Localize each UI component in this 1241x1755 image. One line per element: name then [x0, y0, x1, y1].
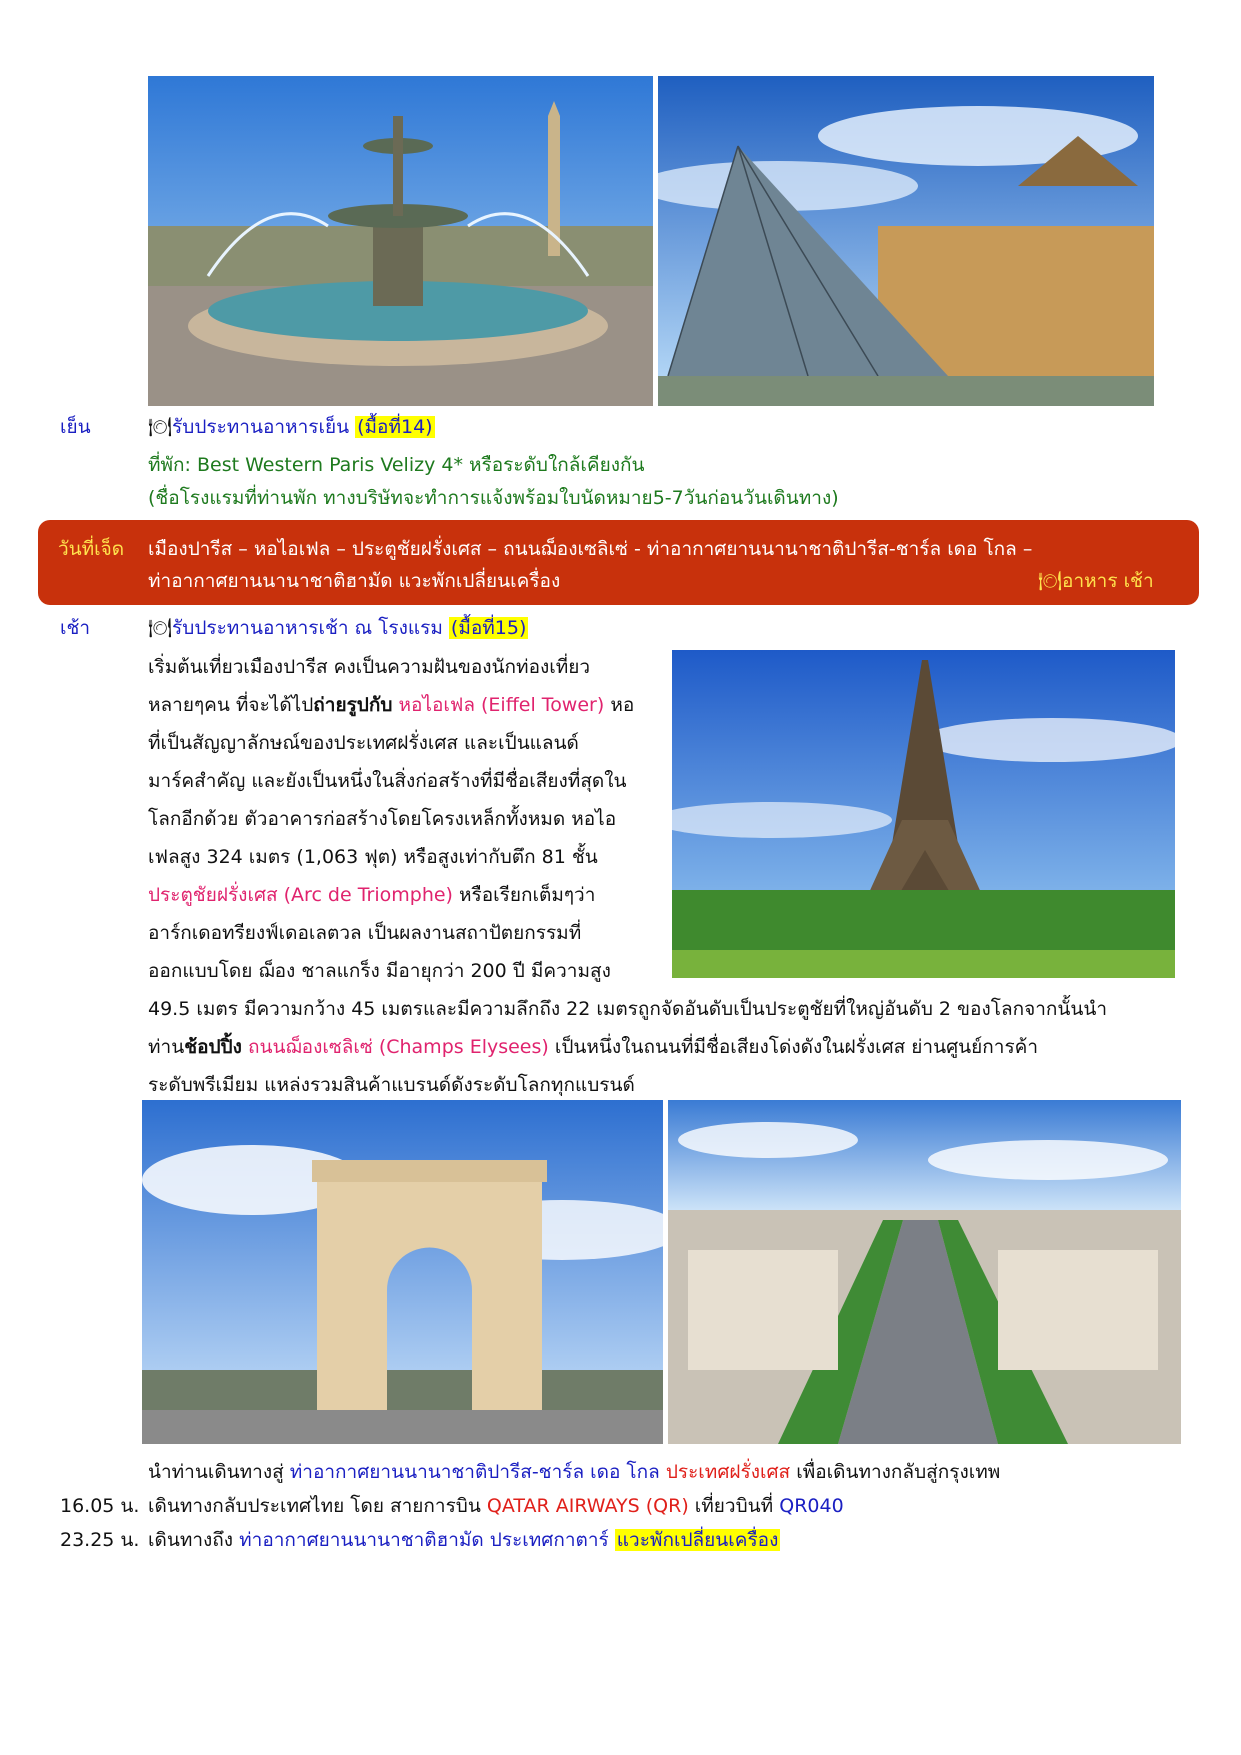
para-line-12: ระดับพรีเมียม แหล่งรวมสินค้าแบรนด์ดังระดับโลกทุกแบรนด์: [148, 1074, 635, 1096]
day-label: วันที่เจ็ด: [58, 538, 125, 560]
departure-line-1d: เพื่อเดินทางกลับสู่กรุงเทพ: [796, 1461, 1001, 1483]
evening-meal-text: รับประทานอาหารเย็น: [172, 416, 350, 438]
flight-number: QR040: [779, 1495, 844, 1517]
eiffel-tower-name: หอไอเฟล (Eiffel Tower): [398, 694, 605, 716]
para-line-7: [148, 876, 654, 914]
para-line-11b: ช้อปปิ้ง: [184, 1036, 242, 1058]
departure-line-3a: เดินทางถึง: [148, 1529, 234, 1551]
evening-meal-number: (มื้อที่14): [357, 416, 433, 438]
meal-icon: 🍽: [1038, 570, 1063, 592]
departure-line-1a: นำท่านเดินทางสู่: [148, 1461, 284, 1483]
para-line-2d: หอ: [610, 694, 635, 716]
photo-fountain-concorde: [148, 76, 653, 406]
departure-line-3: [148, 1531, 780, 1550]
time-label-morning: เช้า: [60, 617, 91, 639]
para-line-7b: หรือเรียกเต็มๆว่า: [459, 884, 596, 906]
morning-meal-text: รับประทานอาหารเช้า ณ โรงแรม: [172, 617, 443, 639]
banner-meals-text: อาหาร เช้า: [1062, 570, 1154, 592]
morning-meal-line: [148, 619, 528, 638]
hotel-note: (ชื่อโรงแรมที่ท่านพัก ทางบริษัทจะทำการแจ้งพร้อมใบนัดหมาย5-7วันก่อนวันเดินทาง): [148, 487, 839, 509]
meal-icon: 🍽: [148, 416, 173, 438]
departure-line-2: [148, 1497, 844, 1516]
evening-meal-line: [148, 418, 435, 437]
hotel-line: ที่พัก: Best Western Paris Velizy 4* หรือระดับใกล้เคียงกัน: [148, 454, 645, 476]
time-label-evening: เย็น: [60, 416, 91, 438]
day-banner: [38, 520, 1199, 605]
time-label-2325: 23.25 น.: [60, 1529, 140, 1551]
time-label-1605: 16.05 น.: [60, 1495, 140, 1517]
para-line-9: ออกแบบโดย ฌ็อง ชาลแกร็ง มีอายุกว่า 200 ปี มีความสูง: [148, 960, 611, 982]
para-line-10: 49.5 เมตร มีความกว้าง 45 เมตรและมีความลึกถึง 22 เมตรถูกจัดอันดับเป็นประตูชัยที่ใหญ่อันดับ 2 ของโลกจากนั้นนำ: [148, 998, 1108, 1020]
airline-name: QATAR AIRWAYS (QR): [486, 1495, 689, 1517]
hamad-airport-name: ท่าอากาศยานนานาชาติฮามัด ประเทศกาตาร์: [239, 1529, 609, 1551]
description-paragraph: [148, 648, 654, 990]
para-line-5: โลกอีกด้วย ตัวอาคารก่อสร้างโดยโครงเหล็กทั้งหมด หอไอ: [148, 808, 617, 830]
para-line-1: เริ่มต้นเที่ยวเมืองปารีส คงเป็นความฝันของนักท่องเที่ยว: [148, 656, 591, 678]
photo-arc-de-triomphe: [142, 1100, 663, 1444]
morning-meal-number: (มื้อที่15): [450, 617, 527, 639]
departure-line-2a: เดินทางกลับประเทศไทย โดย สายการบิน: [148, 1495, 481, 1517]
photo-eiffel-tower: [672, 650, 1175, 978]
para-line-11d: เป็นหนึ่งในถนนที่มีชื่อเสียงโด่งดังในฝรั่งเศส ย่านศูนย์การค้า: [554, 1036, 1039, 1058]
para-line-4: มาร์คสำคัญ และยังเป็นหนึ่งในสิ่งก่อสร้างที่มีชื่อเสียงที่สุดใน: [148, 770, 627, 792]
para-line-11: [148, 1028, 1168, 1066]
photo-louvre-pyramid: [658, 76, 1154, 406]
departure-line-1: [148, 1463, 1000, 1482]
para-line-6: เฟลสูง 324 เมตร (1,063 ฟุต) หรือสูงเท่ากับตึก 81 ชั้น: [148, 846, 598, 868]
arc-de-triomphe-name: ประตูชัยฝรั่งเศส (Arc de Triomphe): [148, 884, 453, 906]
para-line-11a: ท่าน: [148, 1036, 185, 1058]
flight-label: เที่ยวบินที่: [694, 1495, 774, 1517]
route-line-2: ท่าอากาศยานนานาชาติฮามัด แวะพักเปลี่ยนเครื่อง: [148, 570, 561, 592]
meal-icon: 🍽: [148, 617, 173, 639]
route-line-1: เมืองปารีส – หอไอเฟล – ประตูชัยฝรั่งเศส – ถนนฌ็องเซลิเซ่ - ท่าอากาศยานนานาชาติปารีส-ชาร์ล เดอ โกล –: [148, 538, 1033, 560]
para-line-8: อาร์กเดอทรียงฟ์เดอเลตวล เป็นผลงานสถาปัตยกรรมที่: [148, 922, 582, 944]
champs-elysees-name: ถนนฌ็องเซลิเซ่ (Champs Elysees): [247, 1036, 549, 1058]
para-line-2: [148, 686, 654, 724]
para-line-2b: ถ่ายรูปกับ: [313, 694, 393, 716]
transit-note: แวะพักเปลี่ยนเครื่อง: [616, 1529, 779, 1551]
photo-champs-elysees: [668, 1100, 1181, 1444]
description-paragraph-wide: [148, 990, 1168, 1104]
france-country-name: ประเทศฝรั่งเศส: [665, 1461, 791, 1483]
para-line-2a: หลายๆคน ที่จะได้ไป: [148, 694, 314, 716]
banner-meals: [1038, 572, 1154, 591]
cdg-airport-name: ท่าอากาศยานนานาชาติปารีส-ชาร์ล เดอ โกล: [289, 1461, 660, 1483]
para-line-3: ที่เป็นสัญญาลักษณ์ของประเทศฝรั่งเศส และเป็นแลนด์: [148, 732, 579, 754]
